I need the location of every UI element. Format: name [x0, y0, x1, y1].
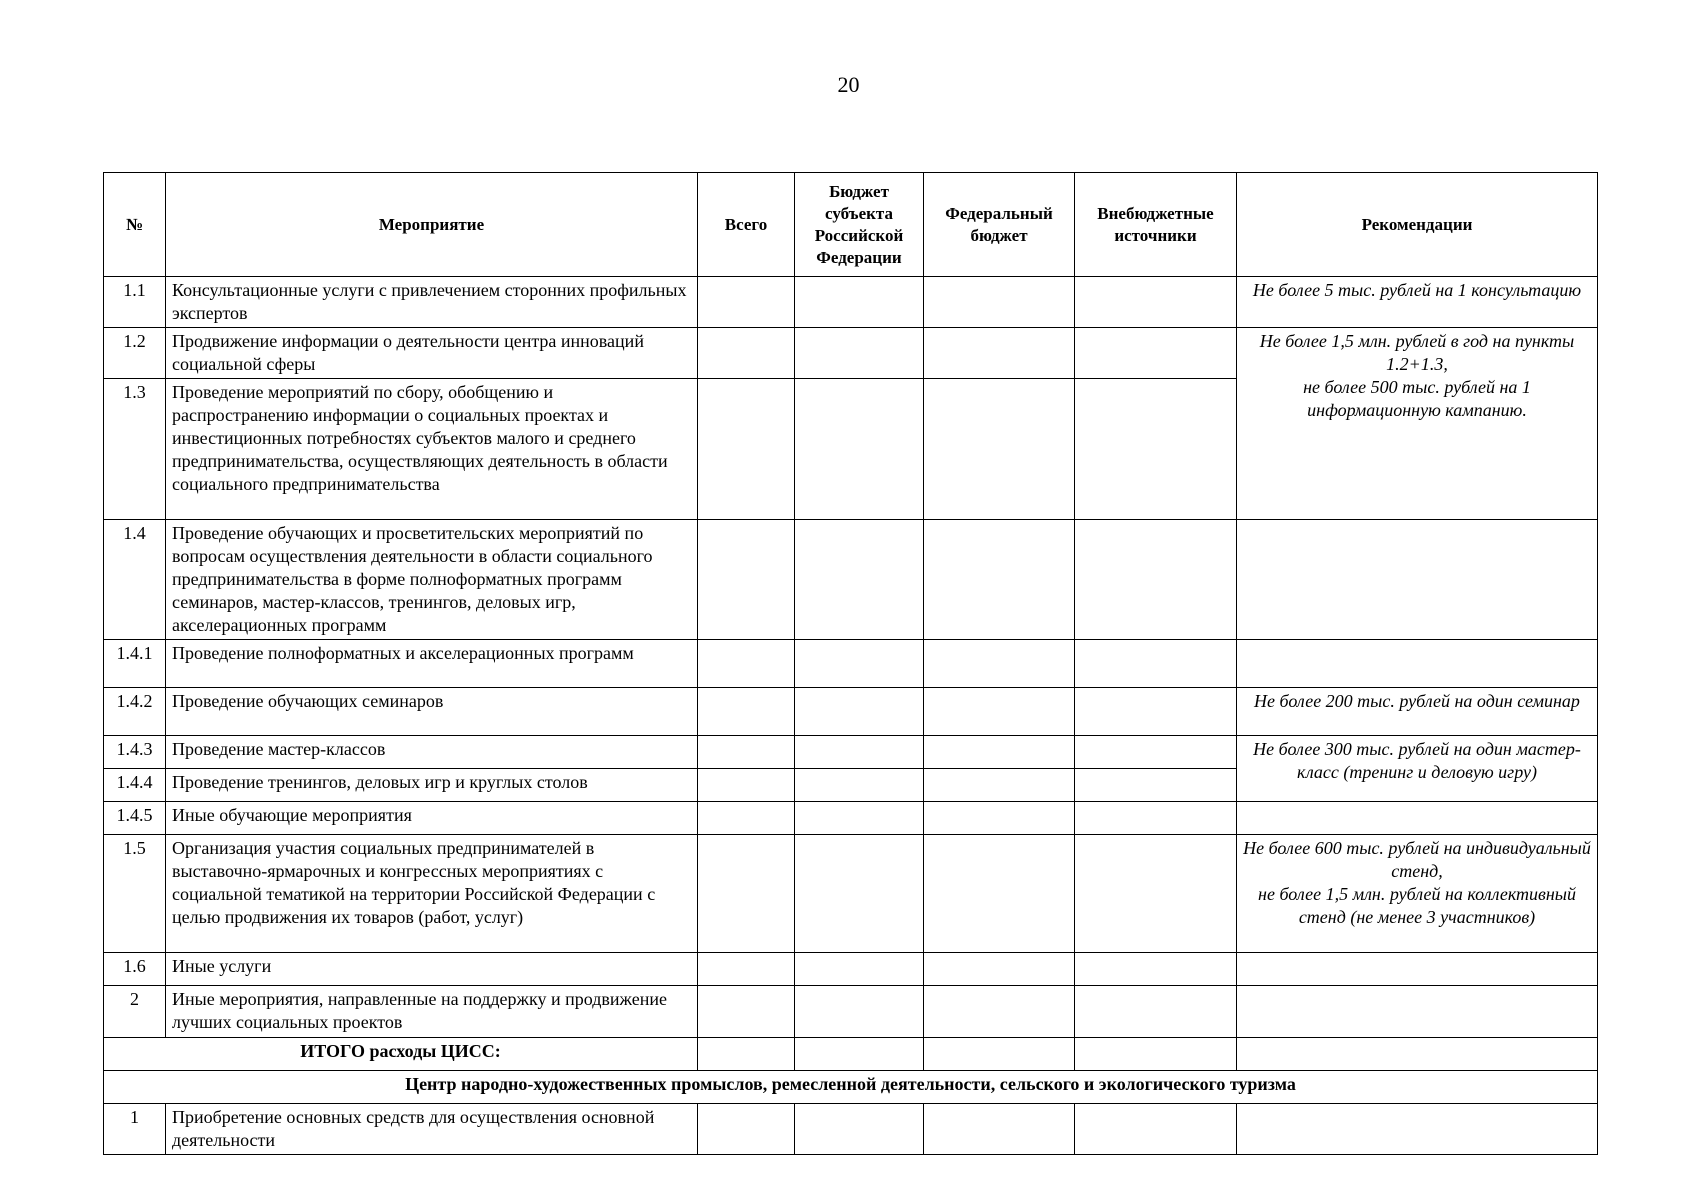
cell-regional: [795, 986, 924, 1038]
cell-total: [698, 1104, 795, 1155]
cell-regional: [795, 736, 924, 769]
table-row: [104, 953, 1598, 986]
cell-federal: [924, 328, 1075, 379]
table-header-row: [104, 173, 1598, 277]
section-title: Центр народно-художественных промыслов, ремесленной деятельности, сельского и экологического туризма: [104, 1071, 1598, 1104]
cell-federal: [924, 986, 1075, 1038]
cell-federal: [924, 802, 1075, 835]
row-number: 1.4.5: [104, 802, 166, 835]
row-activity: Проведение мастер-классов: [166, 736, 698, 769]
cell-regional: [795, 379, 924, 520]
cell-regional: [795, 1038, 924, 1071]
cell-extra: [1075, 640, 1237, 688]
row-number: 1.5: [104, 835, 166, 953]
cell-extra: [1075, 953, 1237, 986]
cell-total: [698, 688, 795, 736]
cell-federal: [924, 277, 1075, 328]
page-number: 20: [837, 72, 860, 97]
cell-extra: [1075, 986, 1237, 1038]
cell-federal: [924, 835, 1075, 953]
row-number: 1.3: [104, 379, 166, 520]
row-recommendation: [1237, 953, 1598, 986]
table-row: [104, 736, 1598, 769]
cell-extra: [1075, 688, 1237, 736]
cell-federal: [924, 520, 1075, 640]
row-activity: Иные обучающие мероприятия: [166, 802, 698, 835]
row-recommendation: [1237, 835, 1598, 953]
table-row: [104, 986, 1598, 1038]
recommendation-line: не более 500 тыс. рублей на 1 информационную кампанию.: [1303, 377, 1531, 420]
header-extrabudgetary: Внебюджетные источники: [1075, 173, 1237, 277]
cell-total: [698, 1038, 795, 1071]
cell-extra: [1075, 769, 1237, 802]
table-row: [104, 688, 1598, 736]
cell-federal: [924, 736, 1075, 769]
recommendation-line: Не более 1,5 млн. рублей в год на пункты 1.2+1.3,: [1259, 331, 1575, 374]
cell-total: [698, 835, 795, 953]
table-row: [104, 520, 1598, 640]
row-number: 1.1: [104, 277, 166, 328]
cell-total: [698, 520, 795, 640]
cell-federal: [924, 379, 1075, 520]
cell-total: [698, 953, 795, 986]
cell-extra: [1075, 736, 1237, 769]
table-row: [104, 277, 1598, 328]
row-number: 1.4.2: [104, 688, 166, 736]
cell-extra: [1075, 802, 1237, 835]
cell-total: [698, 277, 795, 328]
cell-extra: [1075, 520, 1237, 640]
header-num: №: [104, 173, 166, 277]
row-number: 1.4.3: [104, 736, 166, 769]
cell-regional: [795, 802, 924, 835]
row-number: 1.4: [104, 520, 166, 640]
row-recommendation: [1237, 1104, 1598, 1155]
cell-extra: [1075, 379, 1237, 520]
row-number: 1.2: [104, 328, 166, 379]
row-number: 1.6: [104, 953, 166, 986]
row-activity: Иные услуги: [166, 953, 698, 986]
row-activity: Продвижение информации о деятельности центра инноваций социальной сферы: [166, 328, 698, 379]
cell-regional: [795, 520, 924, 640]
row-recommendation: [1237, 640, 1598, 688]
recommendation-line: Не более 600 тыс. рублей на индивидуальный стенд,: [1243, 838, 1591, 881]
cell-federal: [924, 769, 1075, 802]
cell-federal: [924, 1104, 1075, 1155]
cell-total: [698, 379, 795, 520]
cell-regional: [795, 328, 924, 379]
row-recommendation: Не более 300 тыс. рублей на один мастер-класс (тренинг и деловую игру): [1237, 736, 1598, 802]
cell-regional: [795, 953, 924, 986]
cell-extra: [1075, 1038, 1237, 1071]
row-recommendation: [1237, 520, 1598, 640]
total-label: ИТОГО расходы ЦИСС:: [104, 1038, 698, 1071]
cell-federal: [924, 1038, 1075, 1071]
cell-total: [698, 328, 795, 379]
row-number: 1: [104, 1104, 166, 1155]
cell-regional: [795, 769, 924, 802]
table-row: [104, 802, 1598, 835]
row-activity: Консультационные услуги с привлечением сторонних профильных экспертов: [166, 277, 698, 328]
row-activity: Проведение полноформатных и акселерационных программ: [166, 640, 698, 688]
table-row: [104, 1104, 1598, 1155]
row-activity: Проведение обучающих семинаров: [166, 688, 698, 736]
row-recommendation: [1237, 986, 1598, 1038]
table-row: [104, 640, 1598, 688]
cell-regional: [795, 688, 924, 736]
cell-federal: [924, 688, 1075, 736]
cell-total: [698, 986, 795, 1038]
header-federal-budget: Федеральный бюджет: [924, 173, 1075, 277]
header-total: Всего: [698, 173, 795, 277]
table-row: [104, 328, 1598, 379]
row-number: 2: [104, 986, 166, 1038]
cell-total: [698, 802, 795, 835]
cell-regional: [795, 640, 924, 688]
cell-extra: [1075, 1104, 1237, 1155]
row-activity: Проведение обучающих и просветительских мероприятий по вопросам осуществления деятельности в области социального предпринимательства в форме полноформатных программ семинаров, мастер-классов, тренингов, деловых игр, акселерационных программ: [166, 520, 698, 640]
header-recommendations: Рекомендации: [1237, 173, 1598, 277]
cell-extra: [1075, 835, 1237, 953]
row-number: 1.4.4: [104, 769, 166, 802]
section-heading-row: [104, 1071, 1598, 1104]
row-activity: Проведение тренингов, деловых игр и круглых столов: [166, 769, 698, 802]
header-regional-budget: Бюджет субъекта Российской Федерации: [795, 173, 924, 277]
cell-extra: [1075, 328, 1237, 379]
row-activity: Проведение мероприятий по сбору, обобщению и распространению информации о социальных проектах и инвестиционных потребностях субъектов малого и среднего предпринимательства, осуществляющих деятельность в области социального предпринимательства: [166, 379, 698, 520]
budget-table: [103, 172, 1598, 1155]
cell-regional: [795, 835, 924, 953]
row-recommendation: [1237, 802, 1598, 835]
row-recommendation: Не более 200 тыс. рублей на один семинар: [1237, 688, 1598, 736]
cell-extra: [1075, 277, 1237, 328]
cell-total: [698, 736, 795, 769]
row-recommendation: Не более 5 тыс. рублей на 1 консультацию: [1237, 277, 1598, 328]
cell-total: [698, 640, 795, 688]
cell-federal: [924, 953, 1075, 986]
row-recommendation: [1237, 328, 1598, 520]
row-recommendation: [1237, 1038, 1598, 1071]
table-row: [104, 835, 1598, 953]
total-row: [104, 1038, 1598, 1071]
row-number: 1.4.1: [104, 640, 166, 688]
cell-federal: [924, 640, 1075, 688]
cell-regional: [795, 1104, 924, 1155]
row-activity: Приобретение основных средств для осуществления основной деятельности: [166, 1104, 698, 1155]
header-activity: Мероприятие: [166, 173, 698, 277]
recommendation-line: не более 1,5 млн. рублей на коллективный стенд (не менее 3 участников): [1258, 884, 1576, 927]
row-activity: Организация участия социальных предпринимателей в выставочно-ярмарочных и конгрессных мероприятиях с социальной тематикой на территории Российской Федерации с целью продвижения их товаров (работ, услуг): [166, 835, 698, 953]
cell-regional: [795, 277, 924, 328]
row-activity: Иные мероприятия, направленные на поддержку и продвижение лучших социальных проектов: [166, 986, 698, 1038]
cell-total: [698, 769, 795, 802]
